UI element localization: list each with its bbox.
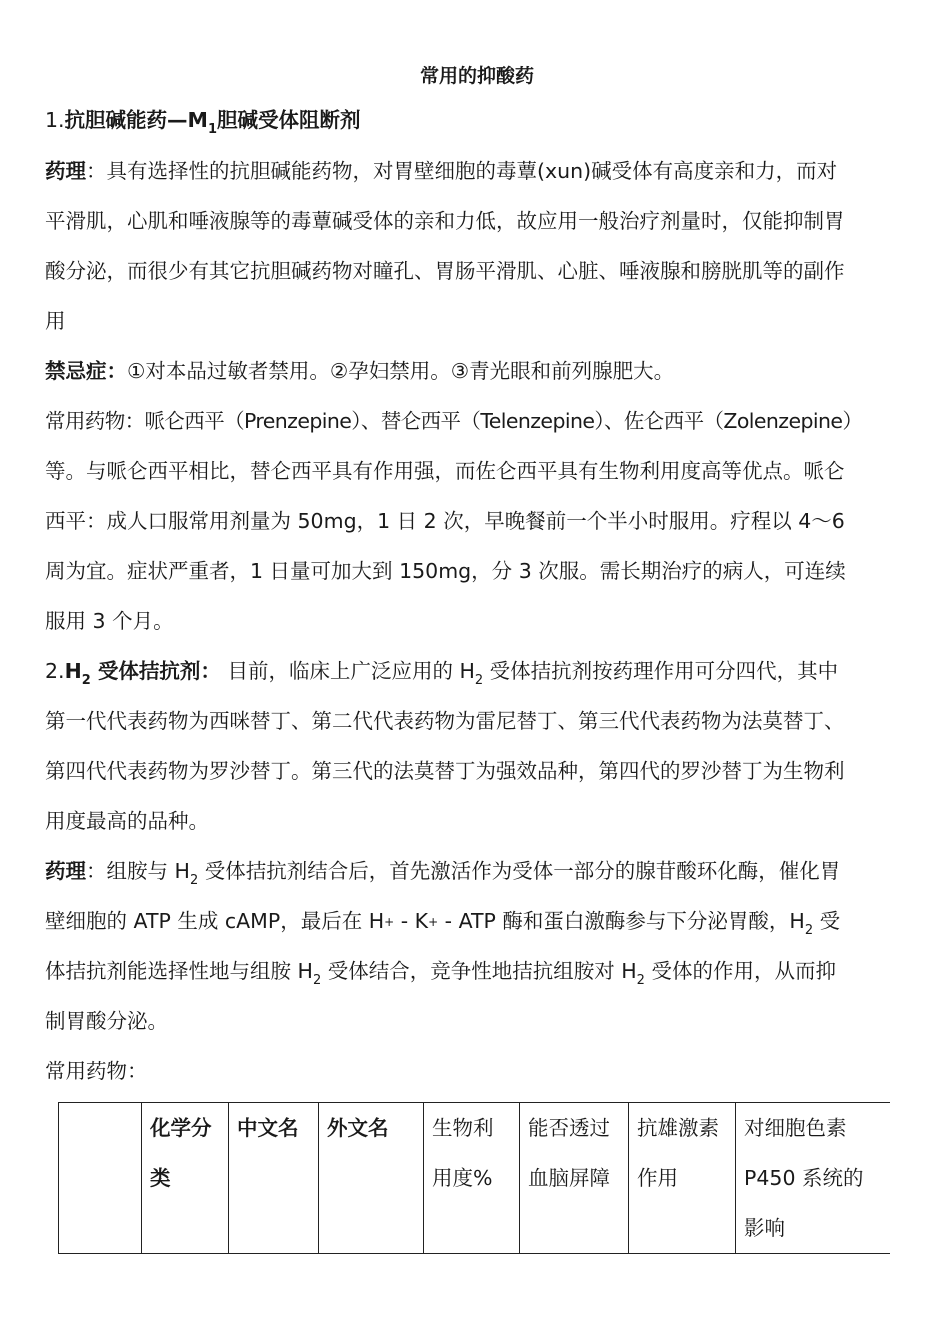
table-header-cell: 化学分类 [142, 1103, 229, 1254]
table-header-cell: 外文名 [319, 1103, 424, 1254]
table-header-cell: 对细胞色素P450 系统的影响 [736, 1103, 891, 1254]
paragraph-line: 制胃酸分泌。 [45, 1009, 168, 1033]
line-text: ：具有选择性的抗胆碱能药物，对胃壁细胞的毒蕈(xun)碱受体有高度亲和力，而对 [86, 159, 838, 183]
paragraph-line: 服用 3 个月。 [45, 609, 174, 633]
heading-text: 受体拮抗剂： [90, 659, 221, 683]
paragraph-line: 第一代代表药物为西咪替丁、第二代代表药物为雷尼替丁、第三代代表药物为法莫替丁、 [45, 709, 845, 733]
heading-text: 胆碱受体阻断剂 [217, 108, 361, 132]
table-header-cell [59, 1103, 142, 1254]
line-text: ：组胺与 H [86, 859, 190, 883]
paragraph-line: 周为宜。症状严重者，1 日量可加大到 150mg，分 3 次服。需长期治疗的病人，可连续 [45, 559, 846, 583]
table-header-cell: 能否透过血脑屏障 [520, 1103, 629, 1254]
section-number: 1. [45, 108, 65, 132]
paragraph-line: 西平：成人口服常用剂量为 50mg，1 日 2 次，早晚餐前一个半小时服用。疗程以 4～6 [45, 509, 845, 533]
subscript: 2 [81, 673, 91, 688]
line-text: 壁细胞的 ATP 生成 cAMP，最后在 H [45, 909, 385, 933]
pharmacology-label: 药理 [45, 159, 86, 183]
paragraph-line: 平滑肌，心肌和唾液腺等的毒蕈碱受体的亲和力低，故应用一般治疗剂量时，仅能抑制胃 [45, 209, 845, 233]
paragraph-line [45, 146, 909, 196]
charge-mark: + [428, 915, 439, 929]
line-text: 受体拮抗剂结合后，首先激活作为受体一部分的腺苷酸环化酶，催化胃 [198, 859, 841, 883]
subscript: 2 [189, 873, 199, 888]
page-title: 常用的抑酸药 [419, 65, 534, 87]
table-header-row [59, 1103, 891, 1254]
paragraph-line: 用 [45, 309, 66, 333]
subscript: 2 [474, 673, 484, 688]
subscript: 2 [804, 923, 814, 938]
heading-text: H [64, 659, 82, 683]
line-text: 目前，临床上广泛应用的 H [220, 659, 475, 683]
paragraph-line: 酸分泌，而很少有其它抗胆碱药物对瞳孔、胃肠平滑肌、心脏、唾液腺和膀胱肌等的副作 [45, 259, 845, 283]
section-1-heading [45, 94, 909, 146]
table-header-cell: 中文名 [229, 1103, 319, 1254]
paragraph-line: 第四代代表药物为罗沙替丁。第三代的法莫替丁为强效品种，第四代的罗沙替丁为生物利 [45, 759, 845, 783]
table-header-cell: 生物利用度% [424, 1103, 520, 1254]
line-text: 受体的作用，从而抑 [644, 959, 836, 983]
drug-table [58, 1102, 890, 1254]
pharmacology-label: 药理 [45, 859, 86, 883]
paragraph-line [45, 946, 909, 996]
paragraph-line [45, 896, 909, 946]
subscript: 2 [312, 973, 322, 988]
line-text: - K [394, 909, 429, 933]
line-text: 受体结合，竞争性地拮抗组胺对 H [321, 959, 637, 983]
paragraph-line: 等。与哌仑西平相比，替仑西平具有作用强，而佐仑西平具有生物利用度高等优点。哌仑 [45, 459, 845, 483]
line-text: 受体拮抗剂按药理作用可分四代，其中 [483, 659, 839, 683]
common-drugs-label: 常用药物： [45, 1059, 148, 1083]
paragraph-line: 常用药物：哌仑西平（Prenzepine）、替仑西平（Telenzepine）、佐仑西平（Zolenzepine） [45, 409, 863, 433]
contraindication-line [45, 346, 909, 396]
line-text: - ATP 酶和蛋白激酶参与下分泌胃酸，H [438, 909, 805, 933]
paragraph-line [45, 846, 909, 896]
line-text: ①对本品过敏者禁用。②孕妇禁用。③青光眼和前列腺肥大。 [127, 359, 675, 383]
table-header-cell: 抗雄激素作用 [629, 1103, 736, 1254]
section-number: 2. [45, 659, 65, 683]
document-page [45, 58, 909, 1096]
heading-text: 抗胆碱能药—M [64, 108, 208, 132]
subscript: 2 [636, 973, 645, 988]
section-2-heading [45, 646, 909, 696]
subscript: 1 [207, 122, 218, 137]
line-text: 受 [813, 909, 841, 933]
charge-mark: + [384, 915, 395, 929]
contraindication-label: 禁忌症： [45, 359, 127, 383]
line-text: 体拮抗剂能选择性地与组胺 H [45, 959, 313, 983]
paragraph-line: 用度最高的品种。 [45, 809, 209, 833]
